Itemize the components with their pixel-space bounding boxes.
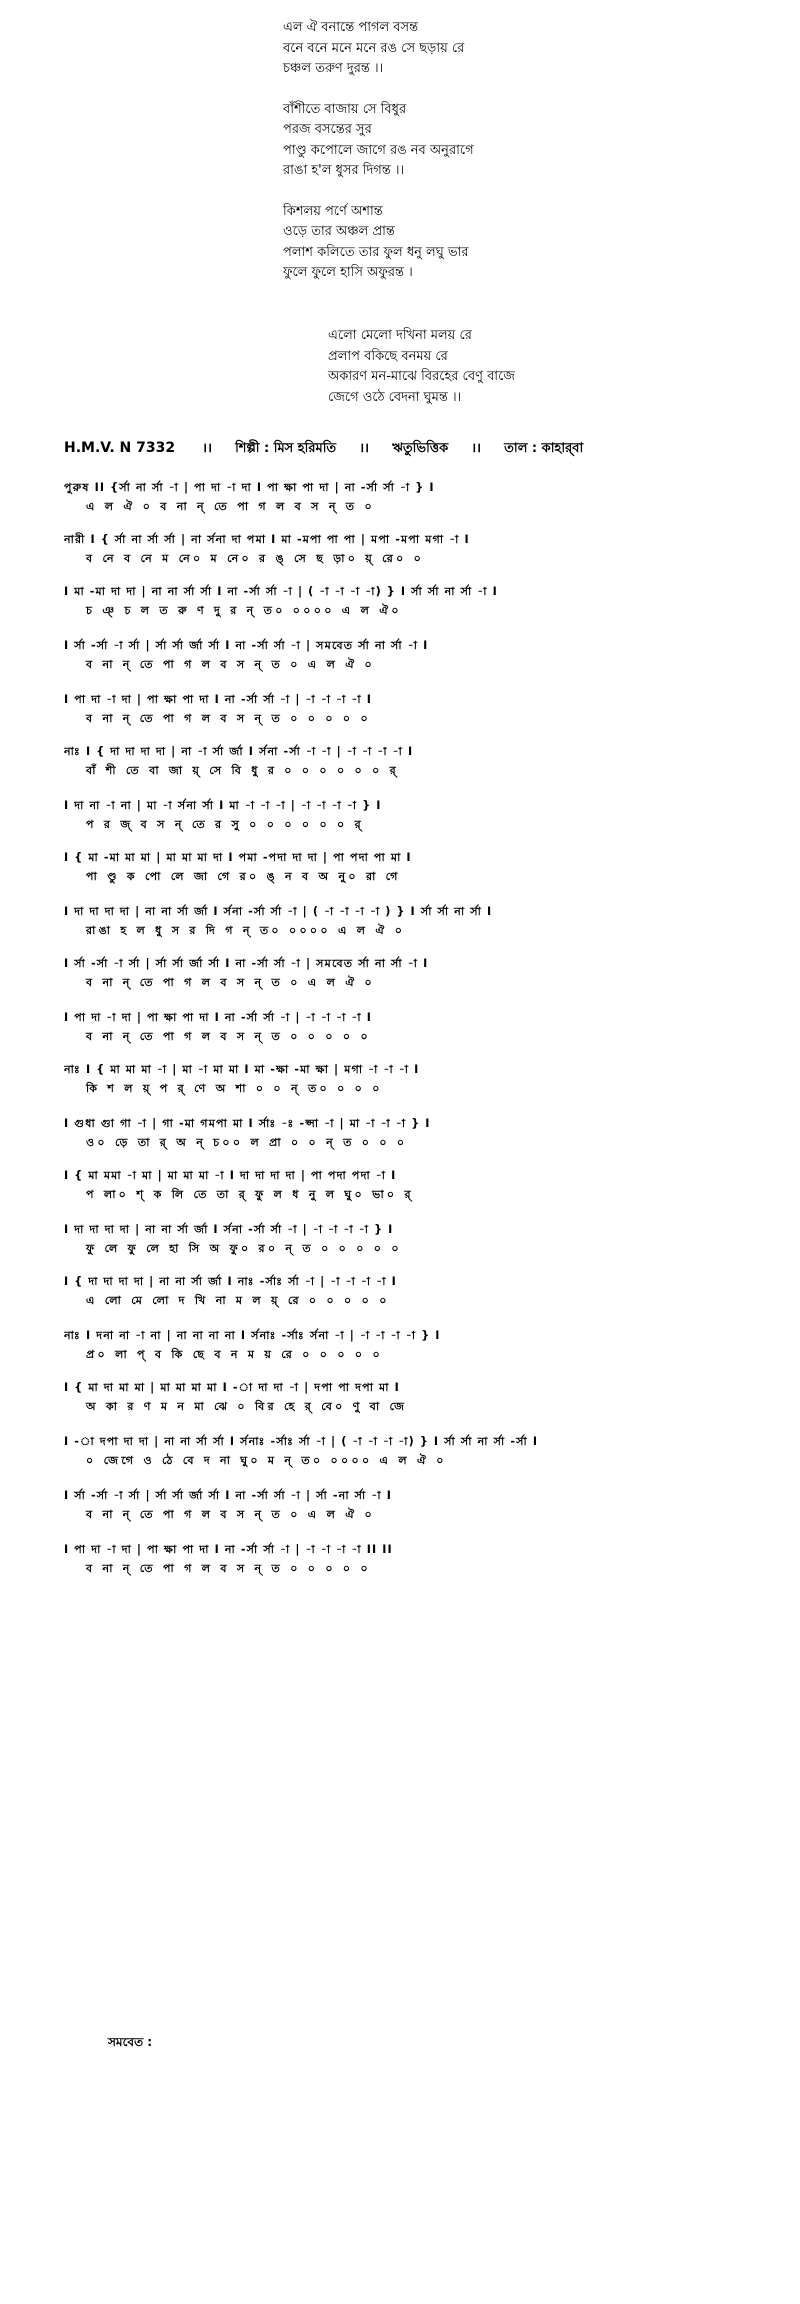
lyric-syllables: কি শ ল য়্ প র্ ণে অ শা ০ ০ ন্ ত০ ০ ০ ০ [86,1082,383,1095]
tala-label: তাল : কাহার্‌বা [504,441,584,456]
sanchari-line: অকারণ মন-মাঝে বিরহের বেণু বাজে [328,369,515,384]
lyric-syllables: ব না ন্ তে পা গ ল ব স ন্ ত ০ এ ল ঐ ০ [86,658,375,671]
swaralipi-line: I র্সা -র্সা -া র্সা | র্সা র্সা র্জা র্সা I না -র্সা র্সা -া | সমবেত র্সা না র্সা -া I [64,639,429,652]
lyric-syllables: প্র০ লা প্ ব কি ছে ব ন ম য় রে ০ ০ ০ ০ ০ [86,1348,383,1361]
lyric-syllables: পা ণ্ডু ক পো লে জা গে র০ ঙ্ ন ব অ নু০ রা গে [86,870,401,883]
verse-line: পলাশ কলিতে তার ফুল ধনু লঘু ভার [283,244,469,260]
swaralipi-line: I দা দা দা দা | না না র্সা র্জা I র্সনা -র্সা র্সা -া | -া -া -া -া } I [64,1223,394,1236]
notation-block [64,1272,754,1310]
theme-label: ঋতুভিত্তিক [392,441,449,456]
notation-block [64,478,754,516]
sanchari-lyrics [328,326,515,408]
notation-block [64,1008,754,1046]
separator: ।। [359,441,370,456]
notation-block [64,742,754,780]
swaralipi-line: I দা দা দা দা | না না র্সা র্জা I র্সনা -র্সা র্সা -া | ( -া -া -া -া ) } I র্সা র্সা না র্সা I [64,905,493,918]
lyric-syllables: এ লো মে লো দ খি না ম ল য়্ রে ০ ০ ০ ০ ০ [86,1294,390,1307]
separator: ।। [202,441,212,456]
lyric-syllables: প র জ্ ব স ন্ তে র সু ০ ০ ০ ০ ০ ০ র্ [86,818,364,831]
verse-line: বাঁশীতে বাজায় সে বিধুর [283,101,407,117]
singer-name: শিল্পী : মিস হরিমতি [235,441,337,456]
lyric-syllables: প লা০ শ্ ক লি তে তা র্ ফু ল ধ নু ল ঘু০ ভা০ র্ [86,1188,414,1201]
notation-block [64,954,754,992]
swaralipi-line: I { মা -মা মা মা | মা মা মা দা I পমা -পদা দা দা | পা পদা পা মা I [64,851,412,864]
notation-block [64,1326,754,1364]
swaralipi-line: নাঃ I { দা দা দা দা | না -া র্সা র্জা I র্সনা -র্সা -া -া | -া -া -া -া I [64,745,414,758]
notation-block [64,582,754,620]
verse-line: ফুলে ফুলে হাসি অফুরন্ত । [283,265,413,280]
notation-block [64,1540,754,1578]
song-header [64,438,754,460]
lyric-syllables: ব নে ব নে ম নে০ ম নে০ র ঙ্ সে ছ ড়া০ য়্ রে০ ০ [86,552,425,565]
verse-stanza [283,100,474,182]
lyric-syllables: ব না ন্ তে পা গ ল ব স ন্ ত ০ ০ ০ ০ ০ [86,1030,371,1043]
swaralipi-line: I দা না -া না | মা -া র্সনা র্সা I মা -া -া -া | -া -া -া -া } I [64,799,382,812]
notation-block [64,530,754,568]
notation-block [64,1220,754,1258]
lyric-syllables: ফু লে ফু লে হা সি অ ফু০ র০ ন্ ত ০ ০ ০ ০ ০ [86,1242,402,1255]
verses [283,18,474,284]
verse-line: বনে বনে মনে মনে রঙ সে ছড়ায় রে [283,40,465,56]
swaralipi-line: I পা দা -া দা | পা ক্ষা পা দা I না -র্সা র্সা -া | -া -া -া -া I [64,693,373,706]
swaralipi-line: I পা দা -া দা | পা ক্ষা পা দা I না -র্সা র্সা -া | -া -া -া -া I [64,1011,373,1024]
sanchari-stanza [328,326,515,408]
swaralipi-line: I মা -মা দা দা | না না র্সা র্সা I না -র্সা র্সা -া | ( -া -া -া -া) } I র্সা র্সা না র্সা -া I [64,585,498,598]
swaralipi-line: নাঃ I { মা মা মা -া | মা -া মা মা I মা -ক্ষা -মা ক্ষা | মগা -া -া -া I [64,1063,420,1076]
verse-line: ওড়ে তার অঞ্চল প্রান্ত [283,224,395,239]
swaralipi-line: I { মা দা মা মা | মা মা মা মা I -া দা দা -া | দপা পা দপা মা I [64,1381,400,1394]
swaralipi-line: I র্সা -র্সা -া র্সা | র্সা র্সা র্জা র্সা I না -র্সা র্সা -া | সমবেত র্সা না র্সা -া I [64,957,429,970]
sanchari-line: এলো মেলো দখিনা মলয় রে [328,328,472,343]
lyric-syllables: চ ঞ্ চ ল ত রু ণ দু র ন্ ত০ ০০০০ এ ল ঐ০ [86,604,402,617]
record-number: H.M.V. N 7332 [64,440,176,456]
notation-block [64,1060,754,1098]
swaralipi-line: পুরুষ II {র্সা না র্সা -া | পা দা -া দা I পা ক্ষা পা দা | না -র্সা র্সা -া } I [64,481,435,494]
lyric-syllables: রাঙা হ ল ধু স র দি গ ন্ ত০ ০০০০ এ ল ঐ ০ [86,924,406,937]
notation-block [64,1114,754,1152]
lyric-syllables: বাঁ শী তে বা জা য়্ সে বি ধু র ০ ০ ০ ০ ০ ০ র্ [86,764,400,777]
swaralipi-line: I { দা দা দা দা | না না র্সা র্জা I নাঃ -র্সাঃ র্সা -া | -া -া -া -া I [64,1275,397,1288]
verse-line: কিশলয় পর্ণে অশান্ত [283,203,383,219]
lyric-syllables: এ ল ঐ ০ ব না ন্ তে পা গ ল ব স ন্ ত ০ [86,500,375,513]
notation-block [64,690,754,728]
verse-line: রাঙা হ'ল ধুসর দিগন্ত ।। [283,163,405,178]
notation-block [64,902,754,940]
separator: ।। [471,441,482,456]
swaralipi-line: I -া দপা দা দা | না না র্সা র্সা I র্সনাঃ -র্সাঃ র্সা -া | ( -া -া -া -া) } I র্সা র্সা না র্সা -র্সা I [64,1435,539,1448]
verse-line: এল ঐ বনান্তে পাগল বসন্ত [283,20,419,35]
notation-block [64,1486,754,1524]
notation-block [64,636,754,674]
sabete-label: সমবেত : [108,2035,153,2049]
notation-block [64,1432,754,1470]
swaralipi-line: I গুধা গুা গা -া | গা -মা গমপা মা I র্সাঃ -ঃ -প্সা -া | মা -া -া -া } I [64,1117,431,1130]
sanchari-line: জেগে ওঠে বেদনা ঘুমন্ত ।। [328,389,462,405]
swaralipi-line: I র্সা -র্সা -া র্সা | র্সা র্সা র্জা র্সা I না -র্সা র্সা -া | র্সা -না র্সা -া I [64,1489,392,1502]
lyric-syllables: ও০ ড়ে তা র্ অ ন্ চ০০ ল প্রা ০ ০ ন্ ত ০ ০ ০ [86,1136,408,1149]
lyric-syllables: ব না ন্ তে পা গ ল ব স ন্ ত ০ এ ল ঐ ০ [86,1508,375,1521]
intro-lyrics [283,18,474,304]
verse-stanza [283,18,474,80]
verse-stanza [283,202,474,284]
swaralipi-line: নারী I { র্সা না র্সা র্সা | না র্সনা দা পমা I মা -মপা পা পা | মপা -মপা মগা -া I [64,533,470,546]
notation-block [64,1378,754,1416]
lyric-syllables: ব না ন্ তে পা গ ল ব স ন্ ত ০ এ ল ঐ ০ [86,976,375,989]
verse-line: পাণ্ডু কপোলে জাগে রঙ নব অনুরাগে [283,142,474,158]
lyric-syllables: ব না ন্ তে পা গ ল ব স ন্ ত ০ ০ ০ ০ ০ [86,712,371,725]
lyric-syllables: ০ জেগে ও ঠে বে দ না ঘু০ ম ন্ ত০ ০০০০ এ ল ঐ ০ [86,1454,447,1467]
verse-line: চঞ্চল তরুণ দুরন্ত ।। [283,61,384,76]
sanchari-line: প্রলাপ বকিছে বনময় রে [328,348,448,364]
swaralipi-line: I { মা মমা -া মা | মা মা মা -া I দা দা দা দা | পা পদা পদা -া I [64,1169,397,1182]
notation-block [64,796,754,834]
lyric-syllables: অ কা র ণ ম ন মা ঝে ০ বির হে র্ বে০ ণু বা জে [86,1400,408,1413]
swaralipi-line: নাঃ I দনা না -া না | না না না না I র্সনাঃ -র্সাঃ র্সনা -া | -া -া -া -া } I [64,1329,441,1342]
notation-block [64,848,754,886]
swaralipi-line: I পা দা -া দা | পা ক্ষা পা দা I না -র্সা র্সা -া | -া -া -া -া II II [64,1543,393,1556]
verse-line: পরজ বসন্তের সুর [283,122,372,137]
lyric-syllables: ব না ন্ তে পা গ ল ব স ন্ ত ০ ০ ০ ০ ০ [86,1562,371,1575]
notation-block [64,1166,754,1204]
